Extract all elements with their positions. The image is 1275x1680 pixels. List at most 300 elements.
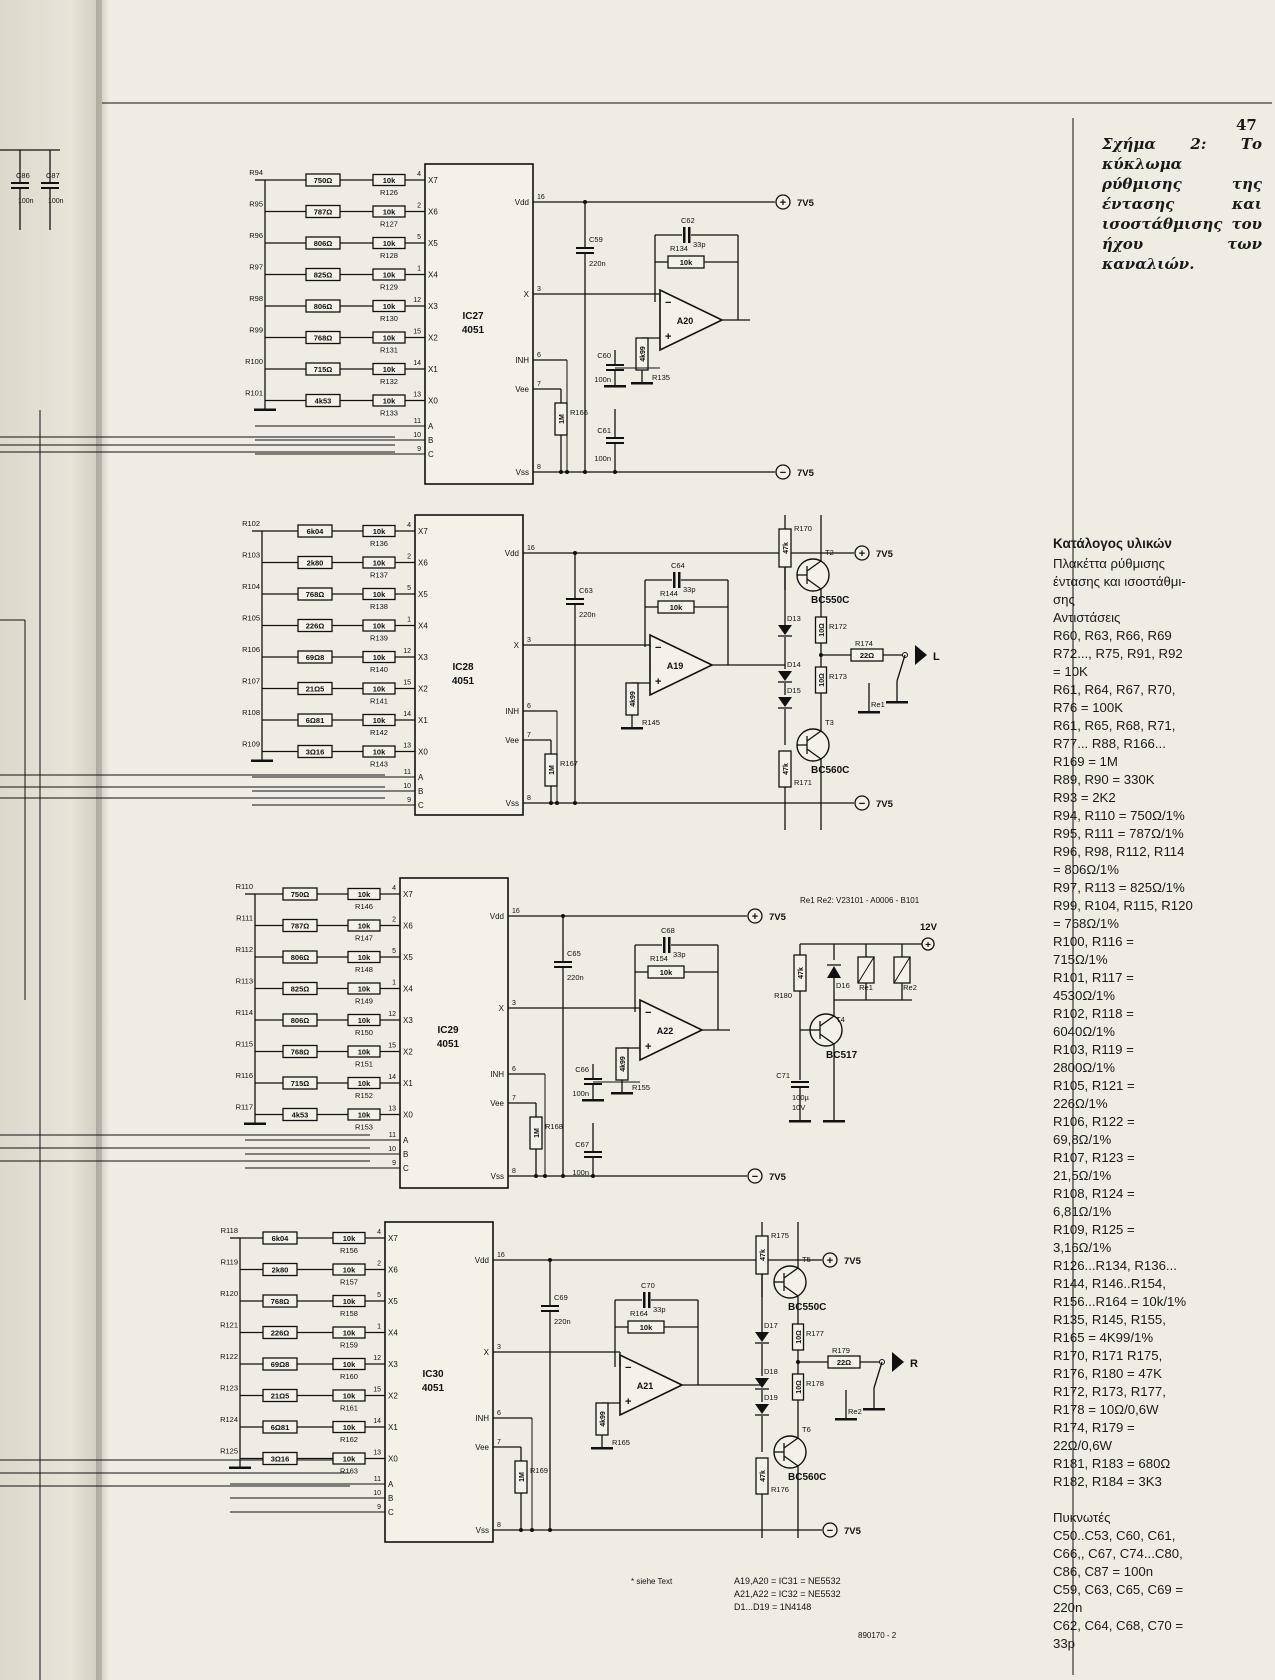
parts-list-line: R107, R123 =	[1053, 1150, 1135, 1165]
vdd-cap-plate-fill	[576, 247, 594, 249]
pin-number: 13	[403, 742, 411, 750]
series-resistor-value: 10k	[372, 558, 386, 568]
vss-cap-value: 100n	[572, 1168, 589, 1177]
opamp-minus: −	[655, 642, 662, 654]
pin-number: 10	[403, 783, 411, 790]
series-resistor-value: 10k	[342, 1454, 356, 1464]
series-resistor-ref: R147	[355, 933, 373, 943]
relay-ground	[863, 1408, 885, 1411]
positive-rail-sign: +	[826, 1255, 834, 1267]
ladder-resistor-ref: R98	[249, 294, 263, 303]
ladder-resistor-value: 6Ω81	[305, 716, 325, 725]
inh-cap-plate-fill	[584, 1078, 602, 1080]
inh-cap-ref: C66	[575, 1065, 589, 1074]
pin-label: INH	[475, 1414, 489, 1423]
relay-cap-ref: C71	[776, 1071, 790, 1080]
relay-cap-ground	[789, 1120, 811, 1123]
relay-diode-ref: D16	[836, 981, 850, 990]
opamp-label: A19	[666, 661, 684, 671]
vss-cap-ref: C61	[597, 426, 611, 435]
relay-coil-1-ref: Re1	[859, 983, 873, 992]
relay-cap-value: 100µ	[792, 1093, 809, 1102]
pin-number: 11	[403, 769, 411, 776]
opamp-plus: +	[625, 1396, 632, 1408]
ladder-resistor-value: 21Ω5	[270, 1391, 290, 1401]
ladder-resistor-value: 768Ω	[270, 1297, 290, 1306]
positive-rail-sign: +	[751, 911, 759, 923]
pin-number: 3	[527, 637, 531, 644]
parts-list-line: R126...R134, R136...	[1053, 1258, 1177, 1273]
ladder-resistor-value: 715Ω	[290, 1079, 310, 1088]
pin-number: 14	[403, 711, 411, 718]
ladder-resistor-value: 768Ω	[305, 590, 325, 599]
pin-label: X4	[428, 270, 438, 280]
pin-number: 7	[512, 1095, 516, 1102]
ladder-resistor-ref: R119	[220, 1257, 238, 1267]
series-resistor-ref: R130	[380, 314, 398, 323]
ladder-resistor-value: 768Ω	[290, 1047, 310, 1057]
stage-diode-b-triangle	[755, 1378, 769, 1388]
input-ground	[591, 1447, 613, 1450]
stage-out-resistor-ref: R174	[855, 639, 873, 648]
input-resistor-value: 4k99	[620, 1056, 627, 1072]
pin-label: Vss	[490, 1172, 504, 1181]
parts-list-line: C86, C87 = 100n	[1053, 1564, 1154, 1579]
ladder-resistor-ref: R104	[242, 582, 260, 591]
ladder-resistor-ref: R101	[245, 388, 263, 398]
pin-label: Vee	[505, 736, 519, 745]
relay-base-resistor-value: 47k	[798, 967, 805, 979]
pin-label: Vdd	[514, 198, 529, 207]
parts-list-line: R76 = 100K	[1053, 700, 1124, 715]
stage-out-resistor-value: 22Ω	[859, 651, 875, 660]
feedback-resistor-ref: R154	[650, 954, 668, 963]
series-resistor-value: 10k	[342, 1391, 356, 1401]
series-resistor-ref: R142	[370, 728, 388, 737]
stage-emitter-resistor-1-ref: R177	[806, 1329, 824, 1338]
input-ground	[631, 382, 653, 385]
pin-number: 3	[497, 1344, 501, 1351]
pin-number: 5	[392, 948, 396, 955]
vee-resistor-value: 1M	[549, 765, 556, 775]
pin-label: A	[403, 1136, 409, 1145]
opamp-plus: +	[645, 1041, 652, 1053]
ladder-resistor-value: 806Ω	[313, 239, 333, 248]
inh-cap-ref: C60	[597, 351, 611, 360]
pin-number: 15	[388, 1042, 396, 1050]
series-resistor-value: 10k	[372, 747, 386, 757]
negative-rail-label: 7V5	[876, 799, 893, 810]
pin-number: 12	[373, 1355, 381, 1362]
pin-number: 2	[407, 553, 411, 561]
pin-label: X2	[428, 333, 438, 343]
parts-list-line: R95, R111 = 787Ω/1%	[1053, 826, 1184, 841]
parts-list-line: 22Ω/0,6W	[1053, 1438, 1112, 1453]
relay-supply-label: 12V	[920, 922, 937, 933]
junction-dot	[549, 801, 553, 805]
ladder-resistor-ref: R105	[242, 613, 260, 623]
inh-cap-value: 100n	[594, 375, 611, 384]
pin-number: 6	[512, 1066, 516, 1073]
pin-label: B	[418, 787, 424, 796]
series-resistor-value: 10k	[382, 396, 396, 406]
opamp-label: A22	[656, 1026, 674, 1036]
ladder-resistor-ref: R124	[220, 1415, 238, 1424]
parts-list-line: R96, R98, R112, R114	[1053, 844, 1185, 859]
ladder-resistor-ref: R109	[242, 739, 260, 749]
left-cap-value: 100n	[48, 198, 64, 205]
stage-diode-b-ref: D18	[764, 1367, 778, 1376]
ladder-resistor-ref: R116	[235, 1071, 253, 1080]
stage-top-resistor-value: 47k	[760, 1249, 767, 1261]
stage-top-resistor-ref: R170	[794, 524, 812, 533]
parts-list-line: R106, R122 =	[1053, 1114, 1135, 1129]
vdd-cap-ref: C63	[579, 586, 593, 595]
ic-note-3: D1...D19 = 1N4148	[734, 1602, 812, 1612]
pin-label: Vdd	[474, 1256, 489, 1265]
ladder-resistor-value: 3Ω16	[270, 1454, 290, 1464]
pin-number: 11	[413, 418, 421, 425]
pin-label: A	[418, 773, 424, 782]
series-resistor-value: 10k	[357, 1047, 371, 1057]
series-resistor-ref: R131	[380, 345, 398, 355]
pin-label: X4	[418, 621, 428, 631]
pin-label: X5	[403, 953, 413, 962]
vee-resistor-ref: R166	[570, 408, 588, 417]
ic30-box	[385, 1222, 493, 1542]
pin-label: B	[388, 1494, 394, 1503]
pin-number: 6	[527, 703, 531, 710]
pin-number: 7	[537, 381, 541, 388]
pin-number: 9	[377, 1504, 381, 1511]
ladder-resistor-ref: R117	[235, 1102, 253, 1112]
stage-emitter-resistor-1-ref: R172	[829, 622, 847, 631]
parts-list-line: σης	[1053, 592, 1075, 607]
relay-supply-sign: +	[925, 940, 931, 951]
vdd-cap-plate-fill	[541, 1305, 559, 1307]
junction-dot	[573, 551, 577, 555]
series-resistor-value: 10k	[357, 921, 371, 931]
junction-dot	[555, 801, 559, 805]
pin-label: X3	[418, 653, 428, 662]
pin-label: X6	[418, 558, 428, 568]
feedback-cap-value: 33p	[693, 240, 706, 249]
ladder-resistor-ref: R94	[249, 168, 263, 177]
parts-list-line: R102, R118 =	[1053, 1006, 1134, 1021]
ladder-resistor-ref: R100	[245, 357, 263, 366]
parts-list-line: R181, R183 = 680Ω	[1053, 1456, 1171, 1471]
positive-rail-sign: +	[779, 197, 787, 209]
negative-rail-sign: −	[751, 1171, 759, 1183]
series-resistor-ref: R132	[380, 377, 398, 386]
pin-number: 1	[377, 1323, 381, 1331]
ladder-ground	[251, 760, 273, 763]
pin-number: 10	[413, 432, 421, 439]
junction-dot	[796, 1360, 800, 1364]
series-resistor-value: 10k	[372, 684, 386, 694]
stage-diode-a-ref: D13	[787, 614, 801, 623]
left-cap-ref: C86	[16, 171, 30, 180]
feedback-cap-plate	[678, 572, 681, 588]
pin-label: C	[403, 1164, 409, 1173]
ic-note-2: A21,A22 = IC32 = NE5532	[734, 1589, 841, 1599]
series-resistor-value: 10k	[382, 270, 396, 280]
relay-note: Re1 Re2: V23101 - A0006 - B101	[800, 896, 920, 905]
series-resistor-ref: R136	[370, 539, 388, 548]
inh-cap-ground	[582, 1099, 604, 1102]
ic27-box	[425, 164, 533, 484]
junction-dot	[583, 200, 587, 204]
channel-ic27	[245, 164, 815, 484]
parts-list-line: R178 = 10Ω/0,6W	[1053, 1402, 1159, 1417]
pin-number: 8	[527, 795, 531, 802]
series-resistor-value: 10k	[357, 984, 371, 994]
pin-label: X0	[418, 747, 428, 757]
parts-list-line: Αντιστάσεις	[1053, 610, 1121, 625]
pin-label: X1	[388, 1423, 398, 1432]
parts-list-line: = 768Ω/1%	[1053, 916, 1119, 931]
figure-code: 890170 - 2	[858, 1631, 897, 1640]
junction-dot	[519, 1528, 523, 1532]
feedback-resistor-ref: R144	[660, 589, 678, 598]
series-resistor-ref: R137	[370, 570, 388, 580]
pin-number: 9	[407, 797, 411, 804]
ladder-resistor-ref: R95	[249, 199, 263, 209]
relay-contact	[874, 1362, 882, 1388]
feedback-cap-plate	[663, 937, 666, 953]
ladder-resistor-ref: R112	[235, 945, 253, 954]
feedback-cap-value: 33p	[653, 1305, 666, 1314]
stage-top-transistor-ref: T2	[825, 548, 834, 557]
pin-number: 3	[537, 286, 541, 293]
pin-number: 13	[413, 391, 421, 399]
stage-bottom-resistor-value: 47k	[760, 1470, 767, 1482]
ic-type: 4051	[461, 325, 485, 336]
stage-bottom-transistor-type: BC560C	[788, 1472, 827, 1483]
pin-label: X2	[418, 684, 428, 694]
vdd-cap-ref: C59	[589, 235, 603, 244]
vdd-cap-value: 220n	[567, 973, 584, 982]
pin-number: 8	[497, 1522, 501, 1529]
feedback-cap-plate	[688, 227, 691, 243]
pin-label: INH	[490, 1070, 504, 1079]
pin-label: X7	[388, 1234, 398, 1243]
ic-type: 4051	[436, 1039, 460, 1050]
page-number: 47	[1236, 116, 1257, 134]
ladder-resistor-value: 806Ω	[313, 302, 333, 311]
series-resistor-value: 10k	[382, 207, 396, 217]
series-resistor-ref: R156	[340, 1246, 358, 1255]
output-arrow	[892, 1352, 904, 1372]
relay-ground	[835, 1418, 857, 1421]
pin-number: 4	[407, 522, 411, 529]
opamp-minus: −	[625, 1362, 632, 1374]
series-resistor-ref: R140	[370, 665, 388, 674]
pin-label: Vss	[515, 468, 529, 477]
feedback-resistor-value: 10k	[659, 968, 673, 977]
vdd-cap-ref: C69	[554, 1293, 568, 1302]
series-resistor-ref: R163	[340, 1466, 358, 1476]
stage-bottom-transistor-type: BC560C	[811, 765, 850, 776]
series-resistor-value: 10k	[382, 365, 396, 374]
ladder-resistor-value: 226Ω	[270, 1328, 290, 1338]
ic-name: IC30	[422, 1369, 444, 1380]
feedback-resistor-value: 10k	[679, 258, 693, 267]
parts-list-line: R61, R64, R67, R70,	[1053, 682, 1176, 697]
vdd-cap-value: 220n	[554, 1317, 571, 1326]
ladder-ground	[244, 1123, 266, 1126]
negative-rail-sign: −	[779, 467, 787, 479]
left-cap-plate-fill	[11, 182, 29, 184]
pin-number: 1	[417, 265, 421, 273]
relay-driver	[774, 922, 938, 1123]
ic-name: IC28	[452, 662, 474, 673]
feedback-resistor-ref: R134	[670, 244, 688, 253]
parts-list-line: R72..., R75, R91, R92	[1053, 646, 1183, 661]
series-resistor-ref: R133	[380, 408, 398, 418]
ladder-resistor-value: 2k80	[271, 1265, 289, 1275]
pin-label: X5	[418, 590, 428, 599]
stage-emitter-resistor-1-value: 10Ω	[819, 623, 826, 637]
pin-number: 15	[403, 679, 411, 687]
relay-base-resistor-ref: R180	[774, 991, 792, 1000]
series-resistor-value: 10k	[372, 621, 386, 631]
stage-top-transistor-type: BC550C	[811, 595, 850, 606]
relay-transistor-ref: T4	[836, 1015, 845, 1024]
ladder-resistor-value: 750Ω	[313, 176, 333, 185]
series-resistor-ref: R129	[380, 282, 398, 292]
output-stage-1	[740, 515, 940, 830]
pin-number: 16	[512, 908, 520, 915]
pin-label: A	[388, 1480, 394, 1489]
ladder-resistor-ref: R103	[242, 550, 260, 560]
parts-list-title: Κατάλογος υλικών	[1053, 536, 1172, 551]
ladder-resistor-value: 6k04	[306, 527, 324, 536]
stage-top-transistor-type: BC550C	[788, 1302, 827, 1313]
series-resistor-ref: R150	[355, 1028, 373, 1037]
parts-list-line: R169 = 1M	[1053, 754, 1118, 769]
input-resistor-ref: R135	[652, 373, 670, 382]
input-resistor-value: 4k99	[630, 691, 637, 707]
series-resistor-ref: R151	[355, 1059, 373, 1069]
figure-caption: Σχήμα 2: Το κύκλωμα ρύθμισης της έντασης και ισοστάθμισης του ήχου των καναλιών.	[1102, 135, 1262, 273]
series-resistor-ref: R148	[355, 965, 373, 974]
channel-ic29	[236, 878, 787, 1188]
pin-number: 2	[392, 916, 396, 924]
series-resistor-ref: R157	[340, 1277, 358, 1287]
parts-list-line: R165 = 4K99/1%	[1053, 1330, 1154, 1345]
pin-number: 6	[497, 1410, 501, 1417]
series-resistor-ref: R126	[380, 188, 398, 197]
parts-list-line: R182, R184 = 3K3	[1053, 1474, 1162, 1489]
pin-number: 10	[373, 1490, 381, 1497]
vss-cap-plate-fill	[606, 437, 624, 439]
ladder-resistor-value: 806Ω	[290, 1016, 310, 1025]
parts-list-line: έντασης και ισοστάθμι-	[1053, 574, 1186, 589]
inh-cap-plate-fill	[606, 364, 624, 366]
stage-out-resistor-ref: R179	[832, 1346, 850, 1355]
junction-dot	[530, 1528, 534, 1532]
series-resistor-value: 10k	[382, 333, 396, 343]
ladder-ground	[254, 409, 276, 412]
stage-diode-c-ref: D15	[787, 686, 801, 695]
pin-label: X2	[388, 1391, 398, 1401]
stage-bottom-resistor-value: 47k	[783, 763, 790, 775]
ladder-resistor-ref: R96	[249, 231, 263, 240]
pin-number: 13	[373, 1449, 381, 1457]
opamp-label: A20	[676, 316, 694, 326]
pin-label: INH	[505, 707, 519, 716]
feedback-cap-ref: C70	[641, 1281, 655, 1290]
series-resistor-ref: R160	[340, 1372, 358, 1381]
pin-number: 14	[413, 360, 421, 367]
pin-label: X7	[403, 890, 413, 899]
parts-list-line: 4530Ω/1%	[1053, 988, 1115, 1003]
vdd-cap-value: 220n	[579, 610, 596, 619]
parts-list-line: R170, R171 R175,	[1053, 1348, 1163, 1363]
series-resistor-ref: R138	[370, 602, 388, 611]
pin-number: 12	[413, 297, 421, 304]
stage-diode-c-triangle	[755, 1404, 769, 1414]
vee-resistor-value: 1M	[559, 414, 566, 424]
pin-label: X6	[428, 207, 438, 217]
pin-number: 6	[537, 352, 541, 359]
output-stage-3	[710, 1222, 918, 1538]
parts-list-line: R156...R164 = 10k/1%	[1053, 1294, 1187, 1309]
pin-number: 4	[417, 171, 421, 178]
stage-emitter-resistor-2-ref: R178	[806, 1379, 824, 1388]
relay-transistor-type: BC517	[826, 1050, 858, 1061]
left-capacitors	[0, 150, 64, 230]
series-resistor-ref: R152	[355, 1091, 373, 1100]
ladder-resistor-value: 787Ω	[290, 921, 310, 931]
ladder-resistor-ref: R99	[249, 325, 263, 335]
vss-cap-plate-fill	[584, 1151, 602, 1153]
ic-name: IC27	[462, 311, 484, 322]
series-resistor-value: 10k	[357, 1079, 371, 1088]
vee-resistor-ref: R169	[530, 1466, 548, 1475]
ladder-resistor-value: 6Ω81	[270, 1423, 290, 1432]
ladder-resistor-ref: R122	[220, 1352, 238, 1361]
vee-resistor-ref: R168	[545, 1122, 563, 1131]
parts-list	[1053, 535, 1268, 1653]
series-resistor-value: 10k	[372, 527, 386, 536]
relay-transistor-ground	[823, 1120, 845, 1123]
feedback-cap-plate	[648, 1292, 651, 1308]
input-ground	[611, 1092, 633, 1095]
ladder-resistor-value: 21Ω5	[305, 684, 325, 694]
pin-number: 4	[377, 1229, 381, 1236]
parts-list-line: 33p	[1053, 1636, 1076, 1651]
input-ground	[621, 727, 643, 730]
vdd-cap-plate-fill	[566, 598, 584, 600]
parts-list-line: 6040Ω/1%	[1053, 1024, 1115, 1039]
ladder-resistor-ref: R123	[220, 1383, 238, 1393]
pin-label: X2	[403, 1047, 413, 1057]
relay-diode-triangle	[827, 966, 841, 978]
series-resistor-value: 10k	[382, 302, 396, 311]
junction-dot	[613, 470, 617, 474]
series-resistor-value: 10k	[342, 1423, 356, 1432]
ic-note-1: A19,A20 = IC31 = NE5532	[734, 1576, 841, 1586]
feedback-resistor-value: 10k	[639, 1323, 653, 1332]
stage-bottom-transistor-ref: T3	[825, 718, 834, 727]
ladder-resistor-value: 4k53	[314, 396, 332, 406]
vee-resistor-value: 1M	[534, 1128, 541, 1138]
feedback-cap-ref: C68	[661, 926, 675, 935]
pin-label: X3	[403, 1016, 413, 1025]
pin-number: 3	[512, 1000, 516, 1007]
